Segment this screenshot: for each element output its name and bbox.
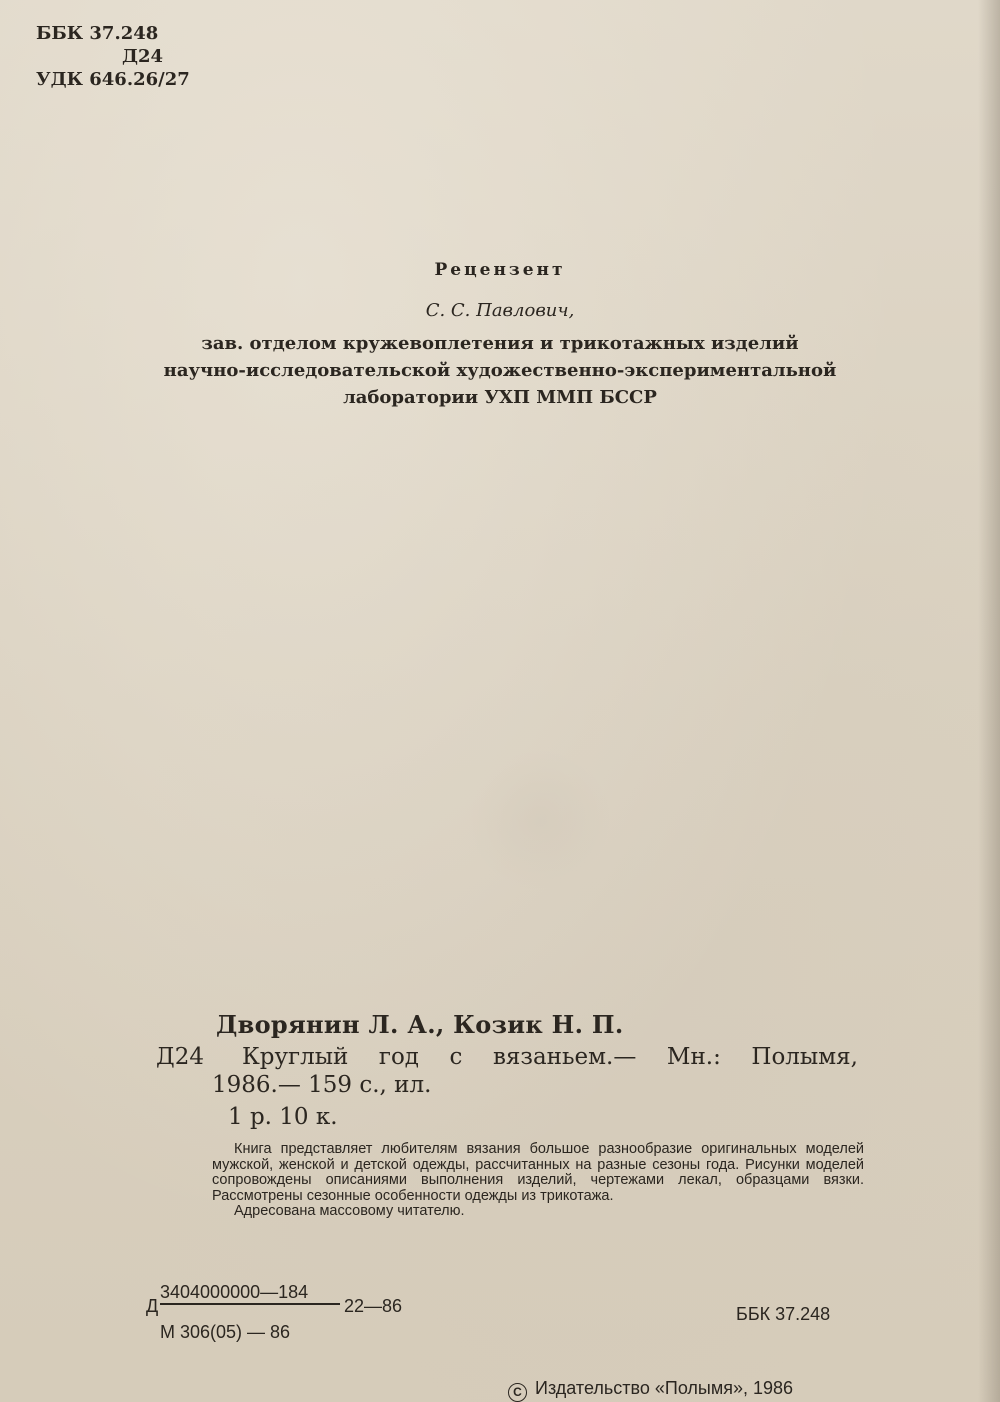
imprint-fraction-line: [160, 1303, 340, 1305]
title-word: Мн.:: [666, 1044, 721, 1070]
copyright-text: Издательство «Полымя», 1986: [535, 1378, 794, 1398]
title-word: год: [378, 1044, 419, 1070]
bbk-code-top: ББК 37.248: [36, 23, 159, 44]
title-word: Полымя,: [751, 1044, 858, 1070]
author-mark-top: Д24: [122, 46, 164, 67]
catalog-year-pages: 1986.— 159 с., ил.: [212, 1072, 432, 1098]
catalog-annotation: [212, 1142, 864, 1220]
title-word: вязаньем.—: [492, 1044, 637, 1070]
catalog-authors: Дворянин Л. А., Козик Н. П.: [216, 1010, 624, 1039]
imprint-numerator: 3404000000—184: [160, 1282, 309, 1302]
catalog-author-mark: Д24: [156, 1044, 204, 1070]
bbk-code-bottom: ББК 37.248: [736, 1304, 831, 1324]
imprint-prefix: Д: [146, 1296, 159, 1316]
reviewer-line: лаборатории УХП ММП БССР: [343, 387, 657, 408]
title-word: Круглый: [242, 1044, 349, 1070]
annotation-text: Книга представляет любителям вязания большое разнообразие оригинальных моделей мужской, женской и детской одежды, рассчитанных на разные сезоны года. Рисунки моделей сопровождены описаниями выполнения изделий, чертежами лекал, образцами вязки. Рассмотрены сезонные особенности одежды из трикотажа.: [212, 1141, 864, 1204]
reviewer-line: зав. отделом кружевоплетения и трикотажных изделий: [201, 333, 799, 354]
imprint-denominator: М 306(05) — 86: [160, 1322, 291, 1342]
annotation-audience: Адресована массовому читателю.: [234, 1203, 465, 1219]
copyright-line: [508, 1378, 793, 1402]
imprint-suffix: 22—86: [344, 1296, 403, 1316]
udk-code: УДК 646.26/27: [36, 69, 190, 90]
classification-block: [36, 22, 190, 91]
catalog-title-line: [242, 1044, 858, 1070]
copyright-icon: C: [508, 1383, 527, 1402]
catalog-price: 1 р. 10 к.: [228, 1104, 338, 1130]
title-word: с: [449, 1044, 463, 1070]
reviewer-heading: Рецензент: [434, 260, 566, 280]
reviewer-credentials: [0, 330, 1000, 411]
reviewer-line: научно-исследовательской художественно-экспериментальной: [163, 360, 837, 381]
reviewer-name: С. С. Павлович,: [425, 300, 575, 321]
page-edge-shadow: [978, 0, 1000, 1402]
